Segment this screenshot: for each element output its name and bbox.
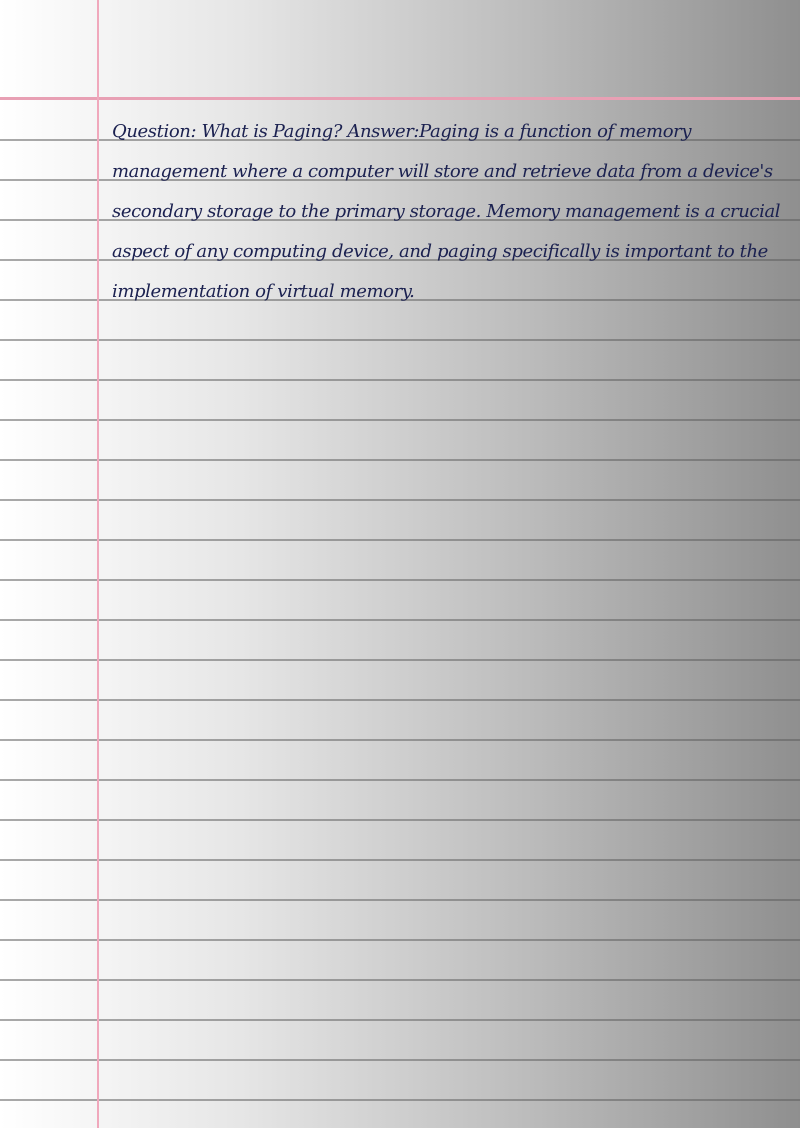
- rule-line: [0, 539, 800, 541]
- margin-line: [97, 0, 99, 1128]
- rule-line: [0, 339, 800, 341]
- rule-line: [0, 419, 800, 421]
- handwritten-answer: Question: What is Paging? Answer:Paging is a function of memory management where a computer will store and retrieve data from a device's secondary storage to the primary storage. Memory management is a crucial aspect of any computing device, and paging specifically is important to the implementation of virtual memory.: [112, 121, 781, 302]
- rule-line: [0, 859, 800, 861]
- rule-line: [0, 819, 800, 821]
- rule-line: [0, 1099, 800, 1101]
- rule-line: [0, 779, 800, 781]
- rule-line: [0, 739, 800, 741]
- rule-line: [0, 499, 800, 501]
- rule-line: [0, 939, 800, 941]
- rule-line: [0, 1019, 800, 1021]
- rule-line: [0, 619, 800, 621]
- rule-line: [0, 699, 800, 701]
- rule-line: [0, 1059, 800, 1061]
- rule-line: [0, 379, 800, 381]
- rule-line: [0, 579, 800, 581]
- rule-line: [0, 899, 800, 901]
- rule-line: [0, 459, 800, 461]
- rule-line: [0, 659, 800, 661]
- header-rule-line: [0, 97, 800, 100]
- rule-line: [0, 979, 800, 981]
